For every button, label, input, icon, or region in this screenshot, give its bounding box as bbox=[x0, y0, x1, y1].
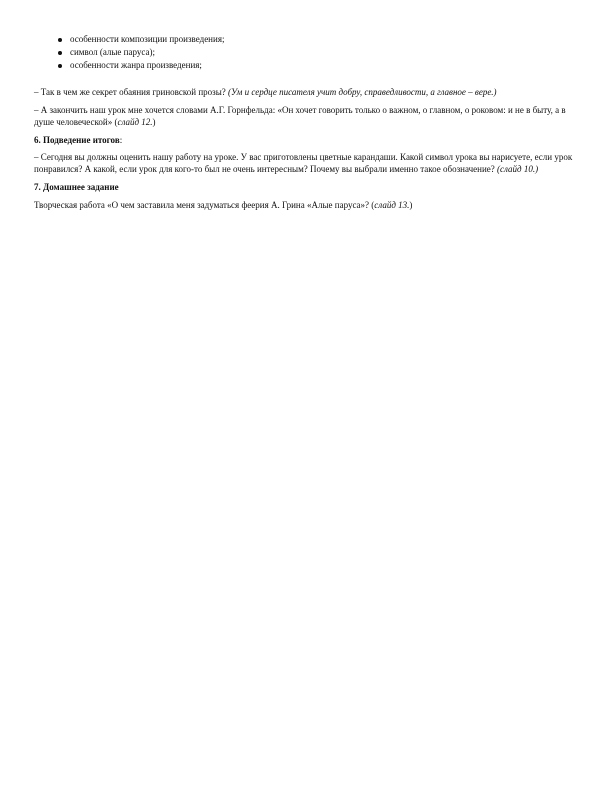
paragraph-tail: ) bbox=[152, 117, 156, 127]
paragraph-tail: ) bbox=[409, 200, 413, 210]
paragraph-text: – А закончить наш урок мне хочется словами А.Г. Горнфельда: «Он хочет говорить только о важном, о главном, о роковом: и не в быту, а в душе человеческой» ( bbox=[34, 105, 566, 127]
paragraph-text: – Так в чем же секрет обаяния гриновской прозы? bbox=[34, 87, 228, 97]
list-item-text: особенности жанра произведения; bbox=[70, 60, 202, 70]
section-6-heading-line bbox=[34, 134, 579, 146]
section-heading: 7. Домашнее задание bbox=[34, 182, 119, 192]
list-item-text: символ (алые паруса); bbox=[70, 47, 155, 57]
list-item-text: особенности композиции произведения; bbox=[70, 34, 225, 44]
paragraph-italic: слайд 12. bbox=[117, 117, 153, 127]
bullet-icon bbox=[58, 51, 62, 55]
list-item bbox=[34, 46, 579, 59]
paragraph-grin-secret bbox=[34, 86, 579, 98]
paragraph-italic: слайд 13. bbox=[374, 200, 410, 210]
section-7-text bbox=[34, 199, 579, 211]
section-6-text bbox=[34, 151, 579, 175]
bullet-icon bbox=[58, 38, 62, 42]
heading-colon: : bbox=[119, 135, 123, 145]
paragraph-text: – Сегодня вы должны оценить нашу работу на уроке. У вас приготовлены цветные карандаши. Какой символ урока вы нарисуете, если урок понравился? А какой, если урок для кого-то был не очень интересным? Почему вы выбрали именно такое обозначение? bbox=[34, 152, 573, 174]
document-page bbox=[34, 33, 579, 211]
section-heading: 6. Подведение итогов bbox=[34, 135, 120, 145]
paragraph-text: Творческая работа «О чем заставила меня задуматься феерия А. Грина «Алые паруса»? ( bbox=[34, 200, 375, 210]
section-7-heading-line bbox=[34, 181, 579, 193]
paragraph-italic: (Ум и сердце писателя учит добру, справедливости, а главное – вере.) bbox=[228, 87, 497, 97]
paragraph-italic: (слайд 10.) bbox=[497, 164, 539, 174]
list-item bbox=[34, 59, 579, 72]
bullet-icon bbox=[58, 64, 62, 68]
list-item bbox=[34, 33, 579, 46]
bullet-list bbox=[34, 33, 579, 72]
paragraph-gornfeld-quote bbox=[34, 104, 579, 128]
